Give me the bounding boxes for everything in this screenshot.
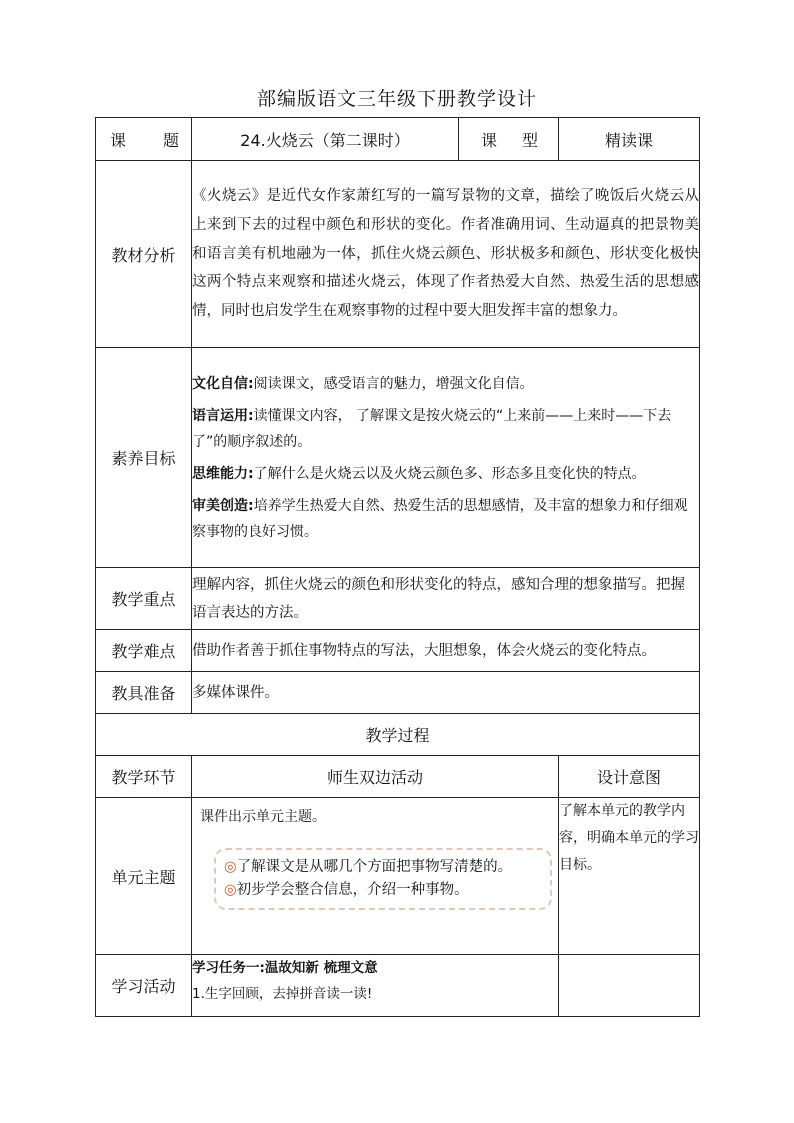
activity-row [96, 955, 700, 1017]
lesson-plan-table [95, 117, 700, 1017]
col-intent-header: 设计意图 [559, 756, 700, 798]
goal-item [192, 403, 699, 455]
goal-key: 审美创造: [192, 497, 254, 514]
goal-key: 文化自信: [192, 375, 254, 392]
bullet-icon: ◎ [224, 882, 237, 898]
activity-label: 学习活动 [96, 955, 192, 1017]
unit-intent: 了解本单元的教学内容，明确本单元的学习目标。 [559, 798, 700, 955]
topic-label-char-1: 课 [110, 130, 127, 150]
difficulties-row [96, 630, 700, 672]
topic-label-cell [96, 118, 192, 161]
goal-item [192, 493, 699, 545]
unit-row [96, 798, 700, 955]
goal-item [192, 371, 699, 397]
goal-text: 了解什么是火烧云以及火烧云颜色多、形态多且变化快的特点。 [253, 465, 646, 482]
bullet-icon: ◎ [224, 859, 237, 875]
task-title: 学习任务一:温故知新 梳理文意 [192, 960, 378, 976]
key-points-label: 教学重点 [96, 568, 192, 630]
process-header-row [96, 756, 700, 798]
topic-value: 24.火烧云（第二课时） [192, 118, 459, 161]
goal-text: 读懂课文内容， 了解课文是按火烧云的“上来前——上来时——下去了”的顺序叙述的。 [192, 407, 672, 450]
goals-list [192, 348, 700, 568]
activity-intent-empty [559, 955, 700, 1017]
col-stage-header: 教学环节 [96, 756, 192, 798]
topic-label-char-2: 题 [162, 130, 179, 150]
document-title: 部编版语文三年级下册教学设计 [256, 88, 537, 110]
difficulties-label: 教学难点 [96, 630, 192, 672]
materials-text: 多媒体课件。 [192, 672, 700, 714]
task-step: 1.生字回顾，去掉拼音读一读! [192, 986, 373, 1002]
process-title: 教学过程 [96, 714, 700, 756]
col-activity-header: 师生双边活动 [192, 756, 559, 798]
header-row [96, 118, 700, 161]
activity-content [192, 955, 559, 1017]
goal-text: 阅读课文，感受语言的魅力，增强文化自信。 [253, 375, 534, 392]
analysis-row [96, 161, 700, 348]
unit-theme-box [214, 848, 552, 910]
goal-item [192, 461, 699, 487]
key-points-row [96, 568, 700, 630]
goal-key: 思维能力: [192, 465, 254, 482]
materials-row [96, 672, 700, 714]
goal-key: 语言运用: [192, 407, 254, 424]
unit-theme-item: ◎初步学会整合信息，介绍一种事物。 [224, 882, 469, 898]
type-label-cell [459, 118, 559, 161]
type-value: 精读课 [559, 118, 700, 161]
goals-row [96, 348, 700, 568]
materials-label: 教具准备 [96, 672, 192, 714]
goals-label: 素养目标 [96, 348, 192, 568]
process-title-row [96, 714, 700, 756]
difficulties-text: 借助作者善于抓住事物特点的写法，大胆想象，体会火烧云的变化特点。 [192, 630, 700, 672]
unit-theme-item: ◎了解课文是从哪几个方面把事物写清楚的。 [224, 859, 513, 875]
analysis-text: 《火烧云》是近代女作家萧红写的一篇写景物的文章，描绘了晚饭后火烧云从上来到下去的过程中颜色和形状的变化。作者准确用词、生动逼真的把景物美和语言美有机地融为一体，抓住火烧云颜色、形状极多和颜色、形状变化极快这两个特点来观察和描述火烧云，体现了作者热爱大自然、热爱生活的思想感情，同时也启发学生在观察事物的过程中要大胆发挥丰富的想象力。 [192, 161, 700, 348]
unit-label: 单元主题 [96, 798, 192, 955]
key-points-text: 理解内容，抓住火烧云的颜色和形状变化的特点，感知合理的想象描写。把握语言表达的方法。 [192, 568, 700, 630]
goal-text: 培养学生热爱大自然、热爱生活的思想感情，及丰富的想象力和仔细观察事物的良好习惯。 [192, 497, 688, 540]
unit-intro: 课件出示单元主题。 [200, 809, 326, 825]
type-label-char-1: 课 [481, 130, 498, 150]
unit-activity [192, 798, 559, 955]
analysis-label: 教材分析 [96, 161, 192, 348]
type-label-char-2: 型 [521, 130, 538, 150]
